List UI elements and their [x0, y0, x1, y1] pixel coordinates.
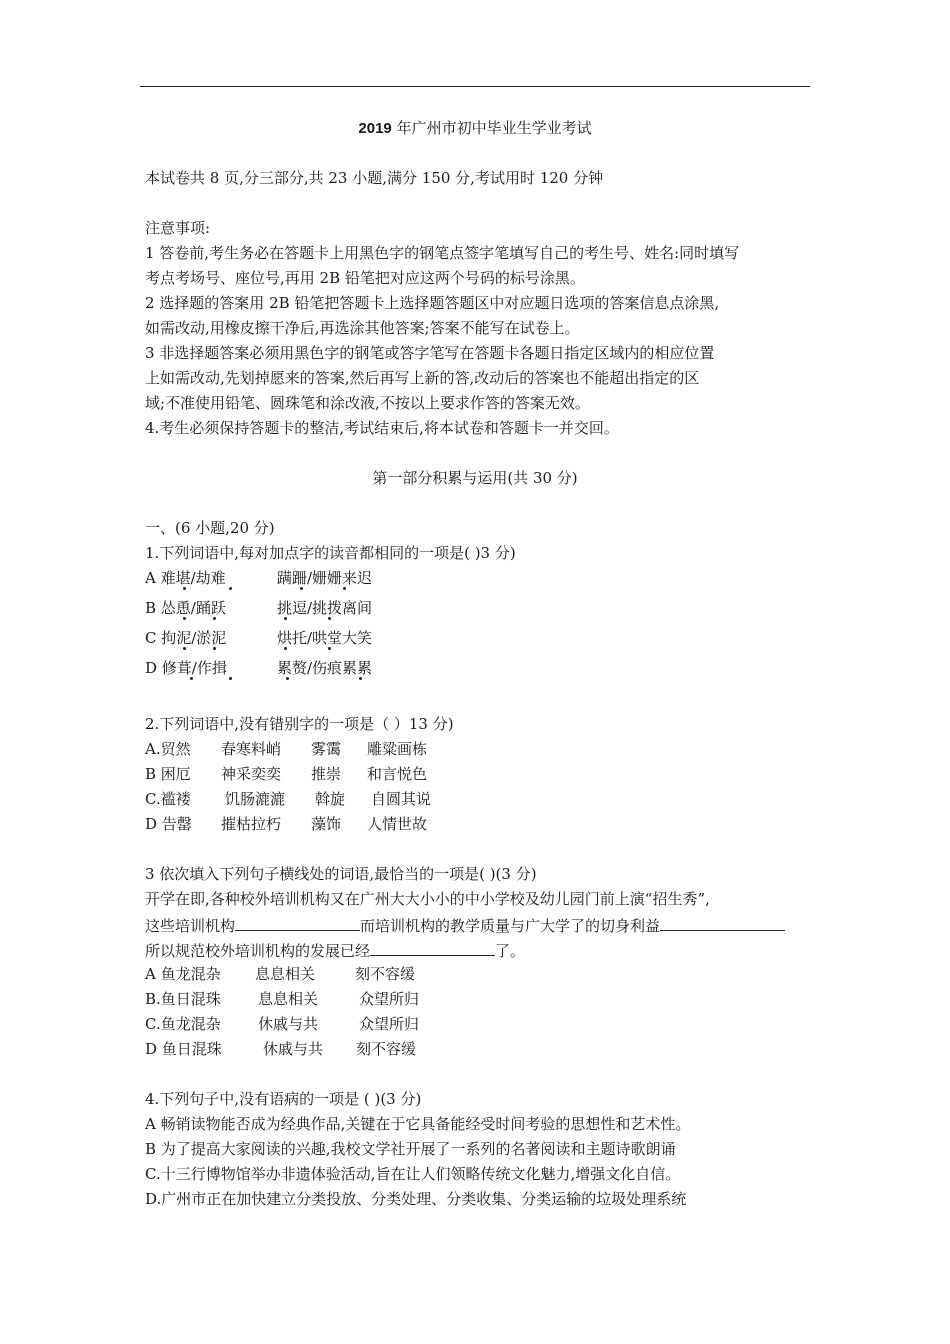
q3-option-b-word3: 众望所归 — [359, 990, 420, 1008]
q4-stem: 4.下列句子中,没有语病的一项是 ( )(3 分) — [145, 1090, 422, 1108]
note-line: 2 选择题的答案用 2B 铅笔把答题卡上选择题答题区中对应题日选项的答案信息点涂黑, — [145, 294, 720, 312]
emphasis-dot — [359, 677, 362, 680]
q2-option-b — [145, 764, 427, 784]
q1-option-b-part2: 挑逗/挑拨离间 — [277, 599, 373, 617]
q3-passage-line2 — [145, 914, 785, 934]
emphasis-dot — [284, 647, 287, 650]
q3-option-c-word3: 众望所归 — [359, 1015, 420, 1033]
q3-passage-text: 了。 — [495, 942, 526, 960]
q3-passage-line1: 开学在即,各种校外培训机构又在广州大大小小的中小学校及幼儿园门前上演“招生秀”, — [145, 890, 710, 908]
exam-title — [0, 118, 950, 138]
emphasis-dot — [190, 677, 193, 680]
note-line: 1 答卷前,考生务必在答题卡上用黑色字的钢笔点签字笔填写自己的考生号、姓名:同时填写 — [145, 244, 740, 262]
q1-option-d — [145, 658, 372, 678]
q3-option-b — [145, 989, 419, 1009]
q3-option-d-word2: 休戚与共 — [263, 1040, 324, 1058]
q1-option-a — [145, 568, 372, 588]
q2-option-a-word2: 春寒料峭 — [221, 740, 282, 758]
fill-blank-1 — [235, 914, 360, 931]
q3-passage-line3 — [145, 939, 525, 959]
q2-option-b-word4: 和言悦色 — [367, 765, 428, 783]
q1-option-b — [145, 598, 372, 618]
q2-stem: 2.下列词语中,没有错别字的一项是（ ）13 分) — [145, 715, 454, 733]
emphasis-dot — [286, 677, 289, 680]
emphasis-dot — [343, 587, 346, 590]
emphasis-dot — [328, 647, 331, 650]
q3-option-a-word3: 刻不容缓 — [355, 965, 416, 983]
q3-option-c — [145, 1014, 419, 1034]
q2-option-d-word1: D 告罄 — [145, 815, 192, 833]
emphasis-dot — [183, 647, 186, 650]
q4-option-a: A 畅销读物能否成为经典作品,关键在于它具备能经受时间考验的思想性和艺术性。 — [145, 1115, 691, 1133]
section1-heading: 一、(6 小题,20 分) — [145, 519, 275, 537]
emphasis-dot — [229, 677, 232, 680]
q1-option-d-part1: D 修葺/作揖 — [145, 659, 227, 677]
q3-option-a-word1: A 鱼龙混杂 — [145, 965, 221, 983]
emphasis-dot — [328, 617, 331, 620]
q2-option-c-word1: C.褴褛 — [145, 790, 191, 808]
q4-option-c: C.十三行博物馆举办非遗体验活动,旨在让人们领略传统文化魅力,增强文化自信。 — [145, 1165, 681, 1183]
q2-option-a — [145, 739, 427, 759]
q3-option-a-word2: 息息相关 — [255, 965, 316, 983]
q1-option-b-part1: B 怂恿/踊跃 — [145, 599, 226, 617]
emphasis-dot — [300, 587, 303, 590]
note-line: 上如需改动,先划掉愿来的答案,然后再写上新的答,改动后的答案也不能超出指定的区 — [145, 369, 700, 387]
notes-heading: 注意事项: — [145, 219, 211, 237]
q4-option-b: B 为了提高大家阅读的兴趣,我校文学社开展了一系列的名著阅读和主题诗歌朗诵 — [145, 1140, 676, 1158]
q3-option-d — [145, 1039, 416, 1059]
q3-passage-text: 这些培训机构 — [145, 917, 236, 935]
q2-option-d — [145, 814, 427, 834]
exam-intro: 本试卷共 8 页,分三部分,共 23 小题,满分 150 分,考试用时 120 分钟 — [145, 169, 604, 187]
q1-option-c-part1: C 拘泥/淤泥 — [145, 629, 227, 647]
title-text: 年广州市初中毕业生学业考试 — [396, 119, 592, 137]
q1-option-d-part2: 累赘/伤痕累累 — [277, 659, 373, 677]
fill-blank-2 — [660, 914, 785, 931]
q2-option-b-word2: 神采奕奕 — [221, 765, 282, 783]
note-line: 4.考生必须保持答题卡的整洁,考试结束后,将本试卷和答题卡一并交回。 — [145, 419, 619, 437]
note-line: 3 非选择题答案必须用黑色字的钢笔或答字笔写在答题卡各题日指定区域内的相应位置 — [145, 344, 715, 362]
q3-stem: 3 依次填入下列句子横线处的词语,最恰当的一项是( )(3 分) — [145, 865, 537, 883]
q1-option-a-part1: A 难堪/劫难 — [145, 569, 226, 587]
q2-option-a-word1: A.贸然 — [145, 740, 191, 758]
q1-option-a-part2: 蹒跚/姗姗来迟 — [277, 569, 373, 587]
emphasis-dot — [183, 617, 186, 620]
q2-option-a-word4: 雕粱画栋 — [367, 740, 428, 758]
q3-option-a — [145, 964, 415, 984]
q3-option-c-word2: 休戚与共 — [258, 1015, 319, 1033]
q2-option-d-word2: 摧枯拉朽 — [221, 815, 282, 833]
q2-option-c — [145, 789, 431, 809]
q4-option-d: D.广州市正在加快建立分类投放、分类处理、分类收集、分类运输的垃圾处理系统 — [145, 1190, 687, 1208]
q3-option-c-word1: C.鱼龙混杂 — [145, 1015, 221, 1033]
q2-option-b-word3: 推崇 — [311, 765, 342, 783]
emphasis-dot — [213, 617, 216, 620]
q2-option-a-word3: 雾霭 — [311, 740, 342, 758]
emphasis-dot — [213, 647, 216, 650]
q2-option-d-word3: 藻饰 — [311, 815, 342, 833]
q3-option-b-word1: B.鱼日混珠 — [145, 990, 221, 1008]
q1-stem: 1.下列词语中,每对加点字的读音都相同的一项是( )3 分) — [145, 544, 516, 562]
q2-option-d-word4: 人情世故 — [367, 815, 428, 833]
q1-option-c-part2: 烘托/哄堂大笑 — [277, 629, 373, 647]
note-line: 考点考场号、座位号,再用 2B 铅笔把对应这两个号码的标号涂黑。 — [145, 269, 585, 287]
header-rule — [140, 86, 810, 87]
part1-heading: 第一部分积累与运用(共 30 分) — [372, 469, 578, 487]
q2-option-c-word4: 自圆其说 — [371, 790, 432, 808]
q3-passage-text: 所以规范校外培训机构的发展已经 — [145, 942, 371, 960]
q2-option-b-word1: B 困厄 — [145, 765, 191, 783]
q3-option-d-word3: 刻不容缓 — [356, 1040, 417, 1058]
q1-option-c — [145, 628, 372, 648]
fill-blank-3 — [370, 939, 495, 956]
q3-option-d-word1: D 鱼日混珠 — [145, 1040, 222, 1058]
title-year: 2019 — [358, 120, 392, 137]
emphasis-dot — [284, 617, 287, 620]
note-line: 如需改动,用橡皮擦干净后,再选涂其他答案;答案不能写在试卷上。 — [145, 319, 580, 337]
q3-option-b-word2: 息息相关 — [258, 990, 319, 1008]
q2-option-c-word3: 斡旋 — [315, 790, 346, 808]
q3-passage-text: 而培训机构的教学质量与广大学了的切身利益 — [360, 917, 661, 935]
emphasis-dot — [183, 587, 186, 590]
note-line: 域;不准使用铅笔、圆珠笔和涂改液,不按以上要求作答的答案无效。 — [145, 394, 590, 412]
emphasis-dot — [229, 587, 232, 590]
q2-option-c-word2: 饥肠漉漉 — [225, 790, 286, 808]
